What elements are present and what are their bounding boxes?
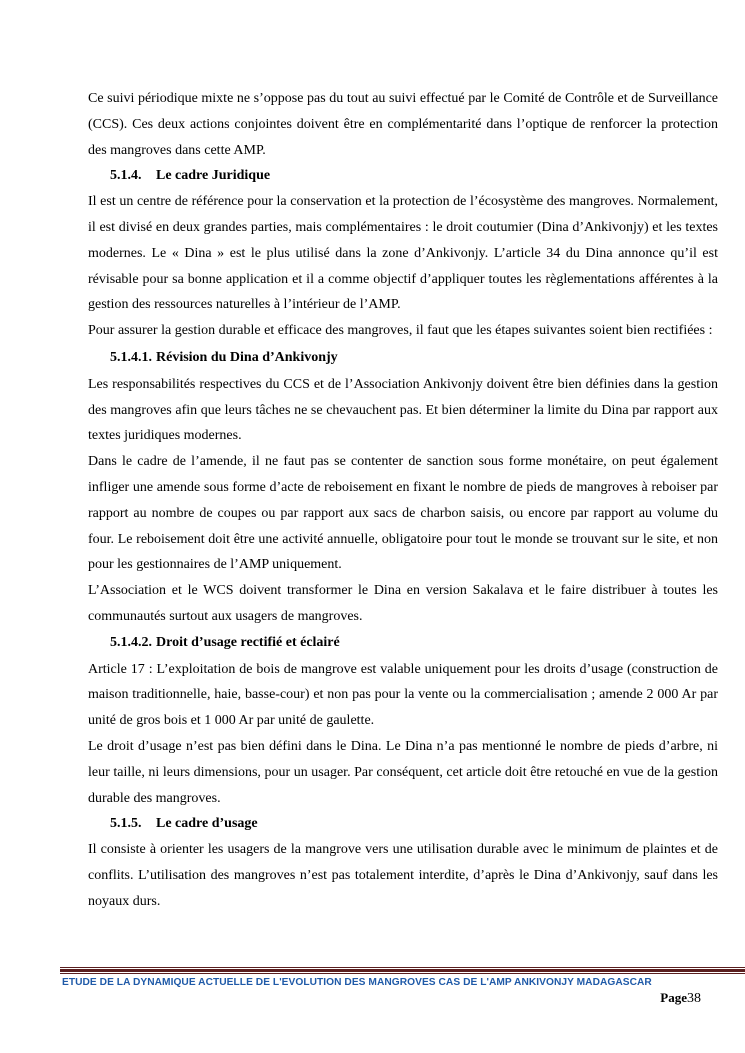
- footer-rule-thick: [60, 969, 745, 972]
- section-number: 5.1.4.: [110, 168, 142, 184]
- heading-droit-usage: [88, 630, 718, 656]
- paragraph-centre-reference: Il est un centre de référence pour la conservation et la protection de l’écosystème des mangroves. Normalement, il est divisé en deux grandes parties, mais complémentaires : le droit coutumier (Dina d’Ankivonjy) et les textes modernes. Le « Dina » est le plus utilisé dans la zone d’Ankivonjy. L’article 34 du Dina annonce qu’il est révisable pour sa bonne application et il a comme objectif d’appliquer toutes les règlementations afférentes à la gestion des ressources naturelles à l’intérieur de l’AMP.: [88, 194, 718, 313]
- page-label: Page: [660, 990, 687, 1005]
- paragraph-responsabilites: Les responsabilités respectives du CCS et de l’Association Ankivonjy doivent être bien définies dans la gestion des mangroves afin que leurs tâches ne se chevauchent pas. Et bien déterminer la limite du Dina par rapport aux textes juridiques modernes.: [88, 376, 718, 444]
- section-title: Le cadre Juridique: [156, 168, 271, 184]
- page-number: [660, 990, 701, 1007]
- footer-title: ETUDE DE LA DYNAMIQUE ACTUELLE DE L'EVOLUTION DES MANGROVES CAS DE L'AMP ANKIVONJY MADAGASCAR: [62, 977, 652, 988]
- section-number: 5.1.4.1.: [110, 349, 152, 365]
- paragraph-sakalava: L’Association et le WCS doivent transformer le Dina en version Sakalava et le faire distribuer à toutes les communautés surtout aux usagers de mangroves.: [88, 583, 718, 624]
- paragraph-orientation-usagers: Il consiste à orienter les usagers de la mangrove vers une utilisation durable avec le minimum de plaintes et de conflits. L’utilisation des mangroves n’est pas totalement interdite, d’après le Dina d’Ankivonjy, sauf dans les noyaux durs.: [88, 842, 718, 909]
- section-number: 5.1.4.2.: [110, 634, 152, 650]
- footer-rule-top: [60, 967, 745, 968]
- section-number: 5.1.5.: [110, 816, 142, 832]
- section-title: Le cadre d’usage: [156, 816, 258, 832]
- document-body: [88, 86, 718, 915]
- heading-cadre-usage: [88, 811, 718, 837]
- footer-rule-bottom: [60, 973, 745, 974]
- paragraph-etapes: Pour assurer la gestion durable et efficace des mangroves, il faut que les étapes suivantes soient bien rectifiées :: [88, 323, 713, 339]
- page-value: 38: [687, 991, 701, 1006]
- paragraph-article-17: Article 17 : L’exploitation de bois de mangrove est valable uniquement pour les droits d’usage (construction de maison traditionnelle, haie, basse-cour) et non pas pour la vente ou la commercialisation ; amende 2 000 Ar par unité de gros bois et 1 000 Ar par unité de gaulette.: [88, 661, 718, 729]
- paragraph-droit-usage-definition: Le droit d’usage n’est pas bien défini dans le Dina. Le Dina n’a pas mentionné le nombre de pieds d’arbre, ni leur taille, ni leurs dimensions, pour un usager. Par conséquent, cet article doit être retouché en vue de la gestion durable des mangroves.: [88, 738, 718, 806]
- heading-revision-dina: [88, 345, 718, 371]
- section-title: Droit d’usage rectifié et éclairé: [156, 634, 340, 650]
- heading-cadre-juridique: [88, 163, 718, 189]
- paragraph-suivi-mixte: Ce suivi périodique mixte ne s’oppose pas du tout au suivi effectué par le Comité de Contrôle et de Surveillance (CCS). Ces deux actions conjointes doivent être en complémentarité dans l’optique de renforcer la protection des mangroves dans cette AMP.: [88, 91, 718, 158]
- paragraph-amende: Dans le cadre de l’amende, il ne faut pas se contenter de sanction sous forme monétaire, on peut également infliger une amende sous forme d’acte de reboisement en fixant le nombre de pieds de mangroves à reboiser par rapport au nombre de coupes ou par rapport aux sacs de charbon saisis, ou encore par rapport au volume du four. Le reboisement doit être une activité annuelle, obligatoire pour tout le monde se trouvant sur le site, et non pour les gestionnaires de l’AMP uniquement.: [88, 454, 718, 573]
- section-title: Révision du Dina d’Ankivonjy: [156, 349, 338, 365]
